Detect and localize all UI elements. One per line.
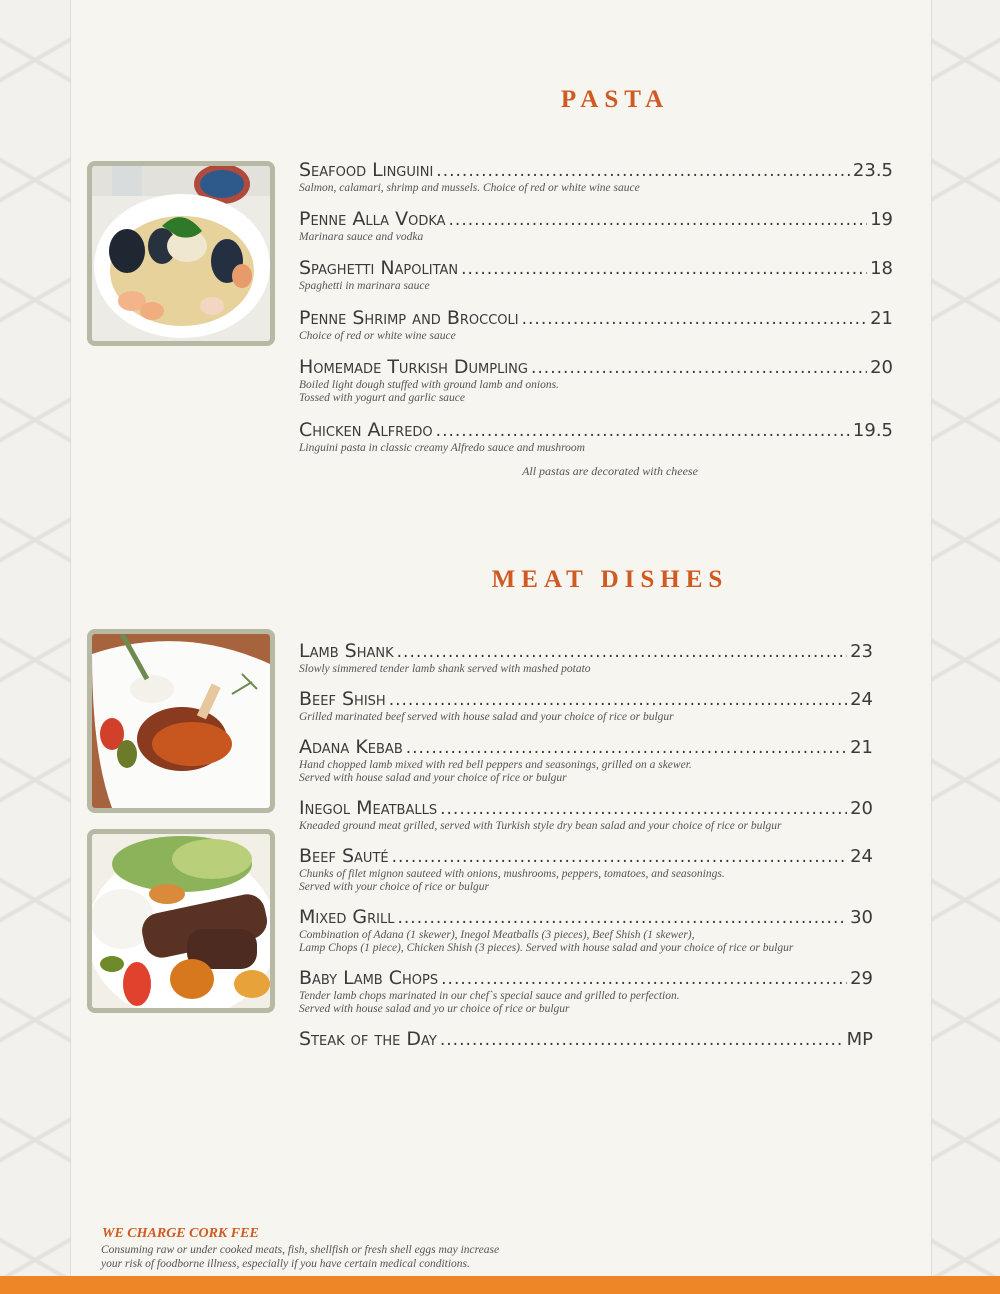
meat-item	[299, 967, 873, 1016]
item-description: Salmon, calamari, shrimp and mussels. Choice of red or white wine sauce	[299, 182, 640, 194]
item-description: Slowly simmered tender lamb shank served with mashed potato	[299, 663, 591, 675]
pasta-item	[299, 159, 893, 195]
leader-dots	[441, 968, 847, 990]
leader-dots	[406, 737, 847, 759]
pasta-item	[299, 356, 893, 405]
item-price: 19.5	[852, 420, 893, 441]
lamb-shank-photo	[87, 629, 275, 813]
item-name: Baby Lamb Chops	[299, 967, 439, 989]
meat-item	[299, 906, 873, 955]
meat-item	[299, 736, 873, 785]
leader-dots	[436, 160, 850, 182]
meat-item	[299, 797, 873, 833]
item-description: Served with your choice of rice or bulgur	[299, 881, 490, 893]
item-name: Beef Sauté	[299, 845, 389, 867]
item-description: Spaghetti in marinara sauce	[299, 280, 430, 292]
pasta-photo	[87, 161, 275, 346]
item-description: Linguini pasta in classic creamy Alfredo sauce and mushroom	[299, 442, 585, 454]
item-description: Tossed with yogurt and garlic sauce	[299, 392, 466, 404]
item-description: Kneaded ground meat grilled, served with Turkish style dry bean salad and your choice of rice or bulgur	[299, 820, 782, 832]
item-name: Chicken Alfredo	[299, 419, 433, 441]
right-pattern-border	[930, 0, 1000, 1294]
meat-item	[299, 688, 873, 724]
item-price: 20	[850, 798, 873, 819]
leader-dots	[449, 209, 868, 231]
meat-item	[299, 845, 873, 894]
pasta-item	[299, 208, 893, 244]
item-price: 23	[850, 641, 873, 662]
cork-fee-notice: WE CHARGE CORK FEE	[102, 1226, 259, 1241]
item-name: Adana Kebab	[299, 736, 403, 758]
item-description: Boiled light dough stuffed with ground lamb and onions.	[299, 379, 559, 391]
item-price: 23.5	[852, 160, 893, 181]
item-price: 19	[870, 209, 893, 230]
meat-item	[299, 1028, 873, 1051]
item-name: Inegol Meatballs	[299, 797, 438, 819]
item-description: Grilled marinated beef served with house salad and your choice of rice or bulgur	[299, 711, 674, 723]
bottom-accent-bar	[0, 1276, 1000, 1294]
item-description: Marinara sauce and vodka	[299, 231, 424, 243]
leader-dots	[522, 308, 867, 330]
item-description: Combination of Adana (1 skewer), Inegol Meatballs (3 pieces), Beef Shish (1 skewer),	[299, 929, 695, 941]
item-name: Beef Shish	[299, 688, 386, 710]
item-price: 20	[870, 357, 893, 378]
leader-dots	[440, 1029, 844, 1051]
item-description: Tender lamb chops marinated in our chef`s special sauce and grilled to perfection.	[299, 990, 680, 1002]
leader-dots	[461, 258, 867, 280]
item-price: 24	[850, 689, 873, 710]
mixed-grill-photo	[87, 829, 275, 1013]
pasta-item	[299, 257, 893, 293]
leader-dots	[389, 689, 847, 711]
item-description: Served with house salad and your choice of rice or bulgur	[299, 772, 567, 784]
disclaimer-line: your risk of foodborne illness, especially if you have certain medical conditions.	[101, 1258, 470, 1270]
disclaimer-line: Consuming raw or under cooked meats, fish, shellfish or fresh shell eggs may increase	[101, 1244, 500, 1256]
pasta-item	[299, 419, 893, 455]
item-description: Choice of red or white wine sauce	[299, 330, 456, 342]
pasta-note: All pastas are decorated with cheese	[522, 464, 698, 478]
item-name: Homemade Turkish Dumpling	[299, 356, 528, 378]
leader-dots	[436, 420, 850, 442]
leader-dots	[397, 641, 847, 663]
meat-items	[299, 640, 873, 1051]
left-pattern-border	[0, 0, 70, 1294]
item-price: 30	[850, 907, 873, 928]
item-name: Seafood Linguini	[299, 159, 434, 181]
item-price: 21	[870, 308, 893, 329]
item-name: Penne Shrimp and Broccoli	[299, 307, 519, 329]
meat-section-title: MEAT DISHES	[491, 566, 729, 593]
leader-dots	[392, 846, 847, 868]
pasta-section-title: PASTA	[560, 86, 670, 113]
item-price: 24	[850, 846, 873, 867]
leader-dots	[397, 907, 847, 929]
pasta-item	[299, 307, 893, 343]
item-name: Penne Alla Vodka	[299, 208, 446, 230]
item-description: Hand chopped lamb mixed with red bell peppers and seasonings, grilled on a skewer.	[299, 759, 692, 771]
item-price: 29	[850, 968, 873, 989]
item-name: Mixed Grill	[299, 906, 395, 928]
item-price: 18	[870, 258, 893, 279]
leader-dots	[531, 357, 867, 379]
item-description: Served with house salad and yo ur choice of rice or bulgur	[299, 1003, 570, 1015]
item-description: Chunks of filet mignon sauteed with onions, mushrooms, peppers, tomatoes, and seasonings.	[299, 868, 725, 880]
item-name: Spaghetti Napolitan	[299, 257, 459, 279]
meat-item	[299, 640, 873, 676]
item-price: 21	[850, 737, 873, 758]
pasta-items	[299, 159, 893, 455]
health-disclaimer	[101, 1243, 581, 1271]
item-price: MP	[846, 1029, 873, 1050]
item-description: Lamp Chops (1 piece), Chicken Shish (3 pieces). Served with house salad and your choice of rice or bulgur	[299, 942, 794, 954]
item-name: Steak of the Day	[299, 1028, 437, 1050]
item-name: Lamb Shank	[299, 640, 394, 662]
leader-dots	[440, 798, 847, 820]
